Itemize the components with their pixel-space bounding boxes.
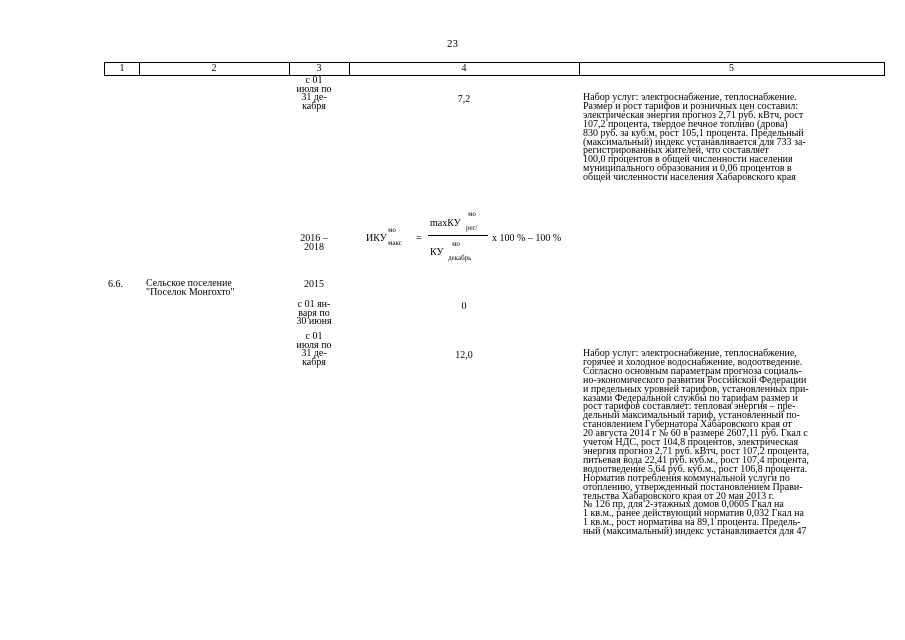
- desc-line: общей численности населения Хабаровского края: [583, 172, 796, 184]
- fraction-bar: [428, 235, 488, 236]
- row5-description: [583, 350, 881, 537]
- desc-line: Набор услуг: электроснабжение, теплоснабжение,: [583, 348, 797, 359]
- desc-line: казами Федеральной службы по тарифам размер и: [583, 392, 798, 404]
- desc-line: № 126 пр, для 2-этажных домов 0,0605 Гкал на: [583, 499, 784, 511]
- header-col-4: 4: [461, 63, 467, 74]
- desc-line: ный (максимальный) индекс устанавливается для 47: [583, 526, 807, 538]
- row1-description: [583, 94, 881, 183]
- desc-line: дельный максимальный тариф, установленный по-: [583, 410, 800, 422]
- formula-lhs-sub: макс: [388, 239, 402, 247]
- row1-period: [284, 77, 344, 111]
- formula-num-sup: мо: [468, 210, 476, 218]
- period-line: 31 де-: [301, 348, 327, 360]
- period-line: 30 июня: [296, 316, 332, 328]
- period-line: июля по: [296, 83, 332, 95]
- desc-line: и предельных уровней тарифов, установленных при-: [583, 383, 809, 395]
- row2-period: [284, 234, 344, 252]
- row4-value: 0: [461, 301, 467, 312]
- formula-num-sub: рег/: [466, 224, 478, 232]
- desc-line: (максимальный) индекс устанавливается для 733 за-: [583, 136, 806, 148]
- row5-value: 12,0: [455, 350, 473, 361]
- row1-value: 7,2: [457, 94, 471, 105]
- formula-den-sub: декабрь: [448, 254, 472, 262]
- row-number: 6.6.: [108, 279, 123, 290]
- period-line: 2018: [304, 242, 324, 253]
- period-line: варя по: [298, 307, 330, 319]
- desc-line: Согласно основным параметрам прогноза социаль-: [583, 365, 802, 377]
- formula-numerator: maxКУ: [430, 218, 461, 229]
- period-line: с 01: [305, 75, 323, 86]
- desc-line: 1 кв.м., рост норматива на 89,1 процента. Предель-: [583, 517, 801, 529]
- desc-line: питьевая вода 22,41 руб. куб.м., рост 107,4 процента,: [583, 454, 809, 466]
- period-line: кабря: [302, 356, 326, 368]
- desc-line: водоотведение 5,64 руб. куб.м., рост 106,8 процента.: [583, 463, 808, 475]
- desc-line: энергия прогноз 2,71 руб. кВтч, рост 107,2 процента,: [583, 445, 810, 457]
- header-col-1: 1: [119, 63, 125, 74]
- row4-period: [284, 301, 344, 327]
- desc-line: 20 августа 2014 г № 60 в размере 2607,11 руб. Гкал с: [583, 428, 808, 440]
- desc-line: 100,0 процентов в общей численности населения: [583, 154, 793, 166]
- period-line: 2016 –: [300, 233, 328, 244]
- desc-line: 830 руб. за куб.м, рост 105,1 процента. Предельный: [583, 127, 804, 139]
- period-line: июля по: [296, 339, 332, 351]
- formula-lhs-sup: мо: [388, 226, 396, 234]
- header-col-3: 3: [316, 63, 322, 74]
- header-col-2: 2: [211, 63, 217, 74]
- desc-line: но-экономического развития Российской Федерации: [583, 374, 807, 386]
- desc-line: 1 кв.м., ранее действующий норматив 0,032 Гкал на: [583, 508, 804, 520]
- desc-line: тельства Хабаровского края от 20 мая 2013 г.: [583, 490, 775, 502]
- index-formula: [360, 208, 590, 268]
- header-col-5: 5: [729, 63, 734, 74]
- desc-line: рост тарифов составляет: тепловая энергия – пре-: [583, 401, 796, 413]
- row5-period: [284, 333, 344, 367]
- desc-line: горячее и холодное водоснабжение, водоотведение.: [583, 356, 803, 368]
- desc-line: отоплению, утвержденный постановлением Прави-: [583, 481, 803, 493]
- page-number: 23: [447, 38, 458, 50]
- desc-line: электрическая энергия прогноз 2,71 руб. кВтч, рост: [583, 109, 804, 121]
- row3-year: 2015: [304, 279, 324, 290]
- name-line: Сельское поселение: [146, 278, 232, 289]
- period-line: кабря: [302, 100, 326, 112]
- period-line: с 01: [305, 331, 323, 342]
- desc-line: становлением Губернатора Хабаровского края от: [583, 419, 792, 431]
- desc-line: муниципального образования и 0,06 процентов в: [583, 163, 792, 175]
- formula-den-sup: мо: [452, 240, 460, 248]
- desc-line: регистрированных жителей, что составляет: [583, 145, 769, 157]
- desc-line: Набор услуг: электроснабжение, теплоснабжение.: [583, 92, 797, 103]
- table-header: [104, 62, 885, 76]
- period-line: с 01 ян-: [297, 299, 331, 310]
- desc-line: Норматив потребления коммунальной услуги по: [583, 472, 790, 484]
- desc-line: 107,2 процента, твердое печное топливо (дрова): [583, 118, 788, 130]
- name-line: "Поселок Монгохто": [146, 287, 235, 298]
- settlement-name: [146, 279, 276, 297]
- formula-denominator: КУ: [430, 247, 444, 258]
- desc-line: Размер и рост тарифов и розничных цен составил:: [583, 100, 799, 112]
- period-line: 31 де-: [301, 92, 327, 104]
- formula-lhs: ИКУ: [366, 233, 387, 244]
- formula-equals: =: [416, 233, 422, 244]
- formula-tail: х 100 % – 100 %: [492, 233, 562, 244]
- desc-line: учетом НДС, рост 104,8 процентов, электрическая: [583, 437, 799, 449]
